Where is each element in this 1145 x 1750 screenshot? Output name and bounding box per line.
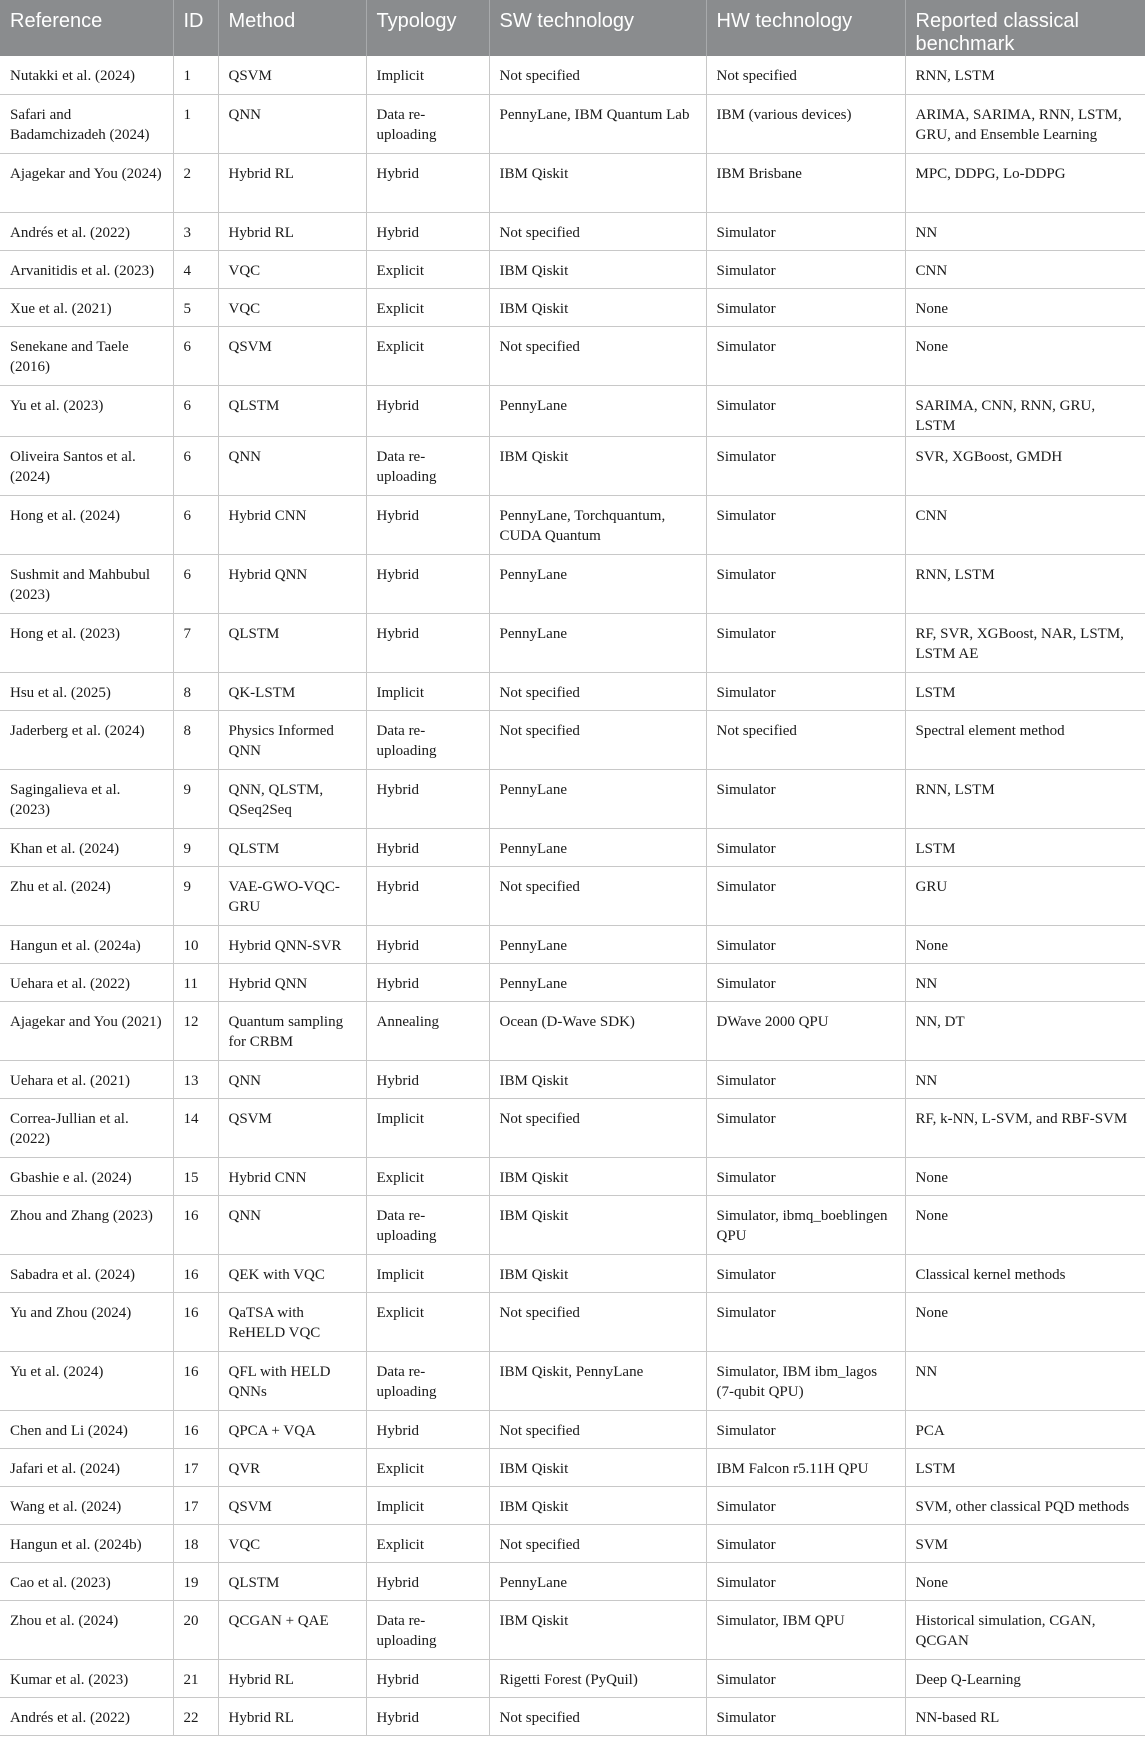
cell-method: VQC xyxy=(218,250,366,288)
cell-typology: Hybrid xyxy=(366,963,489,1001)
cell-sw-technology: Not specified xyxy=(489,866,706,925)
cell-classical-benchmark: SARIMA, CNN, RNN, GRU, LSTM xyxy=(905,385,1145,436)
table-row xyxy=(0,385,1145,436)
cell-typology: Hybrid xyxy=(366,769,489,828)
cell-classical-benchmark: None xyxy=(905,1562,1145,1600)
cell-typology: Data re-uploading xyxy=(366,710,489,769)
cell-sw-technology: PennyLane xyxy=(489,769,706,828)
cell-classical-benchmark: Deep Q-Learning xyxy=(905,1659,1145,1697)
cell-sw-technology: Not specified xyxy=(489,1524,706,1562)
cell-reference: Cao et al. (2023) xyxy=(0,1562,173,1600)
cell-typology: Data re-uploading xyxy=(366,1600,489,1659)
cell-reference: Ajagekar and You (2024) xyxy=(0,153,173,212)
cell-sw-technology: Not specified xyxy=(489,1697,706,1735)
cell-sw-technology: IBM Qiskit xyxy=(489,436,706,495)
cell-sw-technology: IBM Qiskit xyxy=(489,1600,706,1659)
cell-method: Hybrid QNN-SVR xyxy=(218,925,366,963)
cell-typology: Implicit xyxy=(366,672,489,710)
cell-reference: Uehara et al. (2021) xyxy=(0,1060,173,1098)
cell-typology: Hybrid xyxy=(366,828,489,866)
cell-id: 7 xyxy=(173,613,218,672)
cell-classical-benchmark: SVM xyxy=(905,1524,1145,1562)
cell-classical-benchmark: None xyxy=(905,1292,1145,1351)
cell-id: 12 xyxy=(173,1001,218,1060)
cell-classical-benchmark: RNN, LSTM xyxy=(905,554,1145,613)
cell-method: QNN xyxy=(218,94,366,153)
cell-method: Hybrid RL xyxy=(218,212,366,250)
cell-reference: Chen and Li (2024) xyxy=(0,1410,173,1448)
cell-reference: Arvanitidis et al. (2023) xyxy=(0,250,173,288)
cell-hw-technology: Simulator xyxy=(706,1254,905,1292)
cell-method: QEK with VQC xyxy=(218,1254,366,1292)
cell-typology: Hybrid xyxy=(366,925,489,963)
cell-typology: Explicit xyxy=(366,250,489,288)
cell-typology: Data re-uploading xyxy=(366,94,489,153)
cell-hw-technology: Simulator xyxy=(706,1524,905,1562)
cell-id: 13 xyxy=(173,1060,218,1098)
cell-method: QSVM xyxy=(218,1098,366,1157)
cell-reference: Yu and Zhou (2024) xyxy=(0,1292,173,1351)
cell-method: VQC xyxy=(218,288,366,326)
cell-classical-benchmark: ARIMA, SARIMA, RNN, LSTM, GRU, and Ensemble Learning xyxy=(905,94,1145,153)
cell-classical-benchmark: LSTM xyxy=(905,672,1145,710)
cell-reference: Hong et al. (2024) xyxy=(0,495,173,554)
cell-hw-technology: Simulator xyxy=(706,212,905,250)
cell-method: QaTSA with ReHELD VQC xyxy=(218,1292,366,1351)
table-row xyxy=(0,1410,1145,1448)
cell-classical-benchmark: RF, SVR, XGBoost, NAR, LSTM, LSTM AE xyxy=(905,613,1145,672)
table-row xyxy=(0,1697,1145,1735)
table-row xyxy=(0,925,1145,963)
table-row xyxy=(0,613,1145,672)
cell-id: 8 xyxy=(173,710,218,769)
cell-reference: Sagingalieva et al. (2023) xyxy=(0,769,173,828)
table-row xyxy=(0,1524,1145,1562)
cell-reference: Andrés et al. (2022) xyxy=(0,212,173,250)
cell-reference: Nutakki et al. (2024) xyxy=(0,56,173,94)
cell-typology: Implicit xyxy=(366,56,489,94)
cell-method: QNN xyxy=(218,1060,366,1098)
table-row xyxy=(0,1157,1145,1195)
table-row xyxy=(0,56,1145,94)
cell-classical-benchmark: NN, DT xyxy=(905,1001,1145,1060)
cell-sw-technology: Not specified xyxy=(489,1098,706,1157)
cell-reference: Andrés et al. (2022) xyxy=(0,1697,173,1735)
cell-reference: Yu et al. (2023) xyxy=(0,385,173,436)
cell-hw-technology: Simulator xyxy=(706,554,905,613)
cell-sw-technology: PennyLane, IBM Quantum Lab xyxy=(489,94,706,153)
cell-method: QK-LSTM xyxy=(218,672,366,710)
cell-hw-technology: Simulator xyxy=(706,769,905,828)
cell-classical-benchmark: RF, k-NN, L-SVM, and RBF-SVM xyxy=(905,1098,1145,1157)
cell-hw-technology: Simulator xyxy=(706,1562,905,1600)
cell-method: QNN, QLSTM, QSeq2Seq xyxy=(218,769,366,828)
cell-sw-technology: PennyLane xyxy=(489,613,706,672)
cell-reference: Zhou and Zhang (2023) xyxy=(0,1195,173,1254)
cell-id: 2 xyxy=(173,153,218,212)
cell-method: Hybrid QNN xyxy=(218,963,366,1001)
table-row xyxy=(0,672,1145,710)
cell-classical-benchmark: NN xyxy=(905,1060,1145,1098)
cell-typology: Hybrid xyxy=(366,1659,489,1697)
cell-classical-benchmark: MPC, DDPG, Lo-DDPG xyxy=(905,153,1145,212)
cell-hw-technology: Simulator xyxy=(706,1486,905,1524)
cell-typology: Data re-uploading xyxy=(366,436,489,495)
cell-classical-benchmark: RNN, LSTM xyxy=(905,56,1145,94)
cell-reference: Wang et al. (2024) xyxy=(0,1486,173,1524)
cell-method: QFL with HELD QNNs xyxy=(218,1351,366,1410)
cell-hw-technology: Simulator, ibmq_boeblingen QPU xyxy=(706,1195,905,1254)
cell-typology: Hybrid xyxy=(366,554,489,613)
cell-sw-technology: IBM Qiskit xyxy=(489,153,706,212)
cell-typology: Hybrid xyxy=(366,866,489,925)
cell-id: 20 xyxy=(173,1600,218,1659)
cell-classical-benchmark: SVR, XGBoost, GMDH xyxy=(905,436,1145,495)
cell-hw-technology: Simulator xyxy=(706,866,905,925)
cell-id: 15 xyxy=(173,1157,218,1195)
cell-sw-technology: IBM Qiskit xyxy=(489,1157,706,1195)
cell-id: 16 xyxy=(173,1292,218,1351)
cell-hw-technology: Simulator xyxy=(706,925,905,963)
cell-method: QVR xyxy=(218,1448,366,1486)
header-row xyxy=(0,0,1145,56)
cell-classical-benchmark: None xyxy=(905,288,1145,326)
cell-reference: Hsu et al. (2025) xyxy=(0,672,173,710)
cell-typology: Hybrid xyxy=(366,385,489,436)
cell-typology: Explicit xyxy=(366,288,489,326)
cell-hw-technology: Simulator xyxy=(706,828,905,866)
cell-id: 22 xyxy=(173,1697,218,1735)
table-row xyxy=(0,1195,1145,1254)
cell-method: Hybrid RL xyxy=(218,1659,366,1697)
cell-hw-technology: Simulator xyxy=(706,1060,905,1098)
cell-classical-benchmark: GRU xyxy=(905,866,1145,925)
cell-id: 9 xyxy=(173,866,218,925)
header-sw-technology: SW technology xyxy=(489,0,706,56)
cell-id: 6 xyxy=(173,495,218,554)
cell-reference: Hong et al. (2023) xyxy=(0,613,173,672)
cell-method: QPCA + VQA xyxy=(218,1410,366,1448)
cell-typology: Data re-uploading xyxy=(366,1351,489,1410)
table-row xyxy=(0,1292,1145,1351)
cell-method: QLSTM xyxy=(218,385,366,436)
cell-hw-technology: Simulator xyxy=(706,1157,905,1195)
cell-classical-benchmark: CNN xyxy=(905,495,1145,554)
cell-typology: Implicit xyxy=(366,1486,489,1524)
table-row xyxy=(0,769,1145,828)
cell-sw-technology: PennyLane xyxy=(489,1562,706,1600)
cell-id: 1 xyxy=(173,56,218,94)
cell-reference: Hangun et al. (2024a) xyxy=(0,925,173,963)
cell-classical-benchmark: PCA xyxy=(905,1410,1145,1448)
cell-hw-technology: IBM (various devices) xyxy=(706,94,905,153)
cell-id: 10 xyxy=(173,925,218,963)
table-row xyxy=(0,1098,1145,1157)
cell-method: VAE-GWO-VQC-GRU xyxy=(218,866,366,925)
cell-sw-technology: PennyLane xyxy=(489,925,706,963)
cell-id: 18 xyxy=(173,1524,218,1562)
cell-sw-technology: Not specified xyxy=(489,710,706,769)
cell-reference: Senekane and Taele (2016) xyxy=(0,326,173,385)
table-row xyxy=(0,94,1145,153)
cell-id: 8 xyxy=(173,672,218,710)
cell-typology: Hybrid xyxy=(366,153,489,212)
cell-sw-technology: IBM Qiskit xyxy=(489,1254,706,1292)
cell-method: Hybrid QNN xyxy=(218,554,366,613)
table-row xyxy=(0,212,1145,250)
table-row xyxy=(0,250,1145,288)
cell-sw-technology: Not specified xyxy=(489,672,706,710)
table-row xyxy=(0,153,1145,212)
cell-hw-technology: Simulator xyxy=(706,326,905,385)
cell-method: Hybrid RL xyxy=(218,1697,366,1735)
cell-reference: Ajagekar and You (2021) xyxy=(0,1001,173,1060)
cell-method: QSVM xyxy=(218,326,366,385)
cell-id: 6 xyxy=(173,436,218,495)
cell-method: Hybrid RL xyxy=(218,153,366,212)
cell-classical-benchmark: NN xyxy=(905,963,1145,1001)
cell-id: 6 xyxy=(173,326,218,385)
cell-method: QNN xyxy=(218,436,366,495)
cell-method: QCGAN + QAE xyxy=(218,1600,366,1659)
header-id: ID xyxy=(173,0,218,56)
table-row xyxy=(0,1562,1145,1600)
cell-sw-technology: Ocean (D-Wave SDK) xyxy=(489,1001,706,1060)
cell-id: 3 xyxy=(173,212,218,250)
table-row xyxy=(0,288,1145,326)
cell-typology: Explicit xyxy=(366,1292,489,1351)
header-hw-technology: HW technology xyxy=(706,0,905,56)
cell-classical-benchmark: NN-based RL xyxy=(905,1697,1145,1735)
cell-sw-technology: IBM Qiskit xyxy=(489,1486,706,1524)
table-row xyxy=(0,495,1145,554)
cell-typology: Hybrid xyxy=(366,212,489,250)
cell-reference: Sushmit and Mahbubul (2023) xyxy=(0,554,173,613)
table-row xyxy=(0,436,1145,495)
cell-hw-technology: Simulator xyxy=(706,1410,905,1448)
cell-reference: Zhou et al. (2024) xyxy=(0,1600,173,1659)
cell-method: Hybrid CNN xyxy=(218,1157,366,1195)
table-body xyxy=(0,56,1145,1735)
cell-sw-technology: IBM Qiskit xyxy=(489,250,706,288)
cell-typology: Hybrid xyxy=(366,613,489,672)
table-row xyxy=(0,326,1145,385)
table-row xyxy=(0,1060,1145,1098)
header-reference: Reference xyxy=(0,0,173,56)
cell-typology: Hybrid xyxy=(366,1562,489,1600)
table-row xyxy=(0,828,1145,866)
header-classical-benchmark: Reported classical benchmark xyxy=(905,0,1145,56)
cell-sw-technology: Not specified xyxy=(489,1410,706,1448)
cell-id: 5 xyxy=(173,288,218,326)
cell-method: QSVM xyxy=(218,1486,366,1524)
cell-classical-benchmark: SVM, other classical PQD methods xyxy=(905,1486,1145,1524)
cell-id: 9 xyxy=(173,828,218,866)
cell-classical-benchmark: Classical kernel methods xyxy=(905,1254,1145,1292)
cell-method: Hybrid CNN xyxy=(218,495,366,554)
cell-classical-benchmark: None xyxy=(905,1195,1145,1254)
cell-method: Physics Informed QNN xyxy=(218,710,366,769)
cell-reference: Xue et al. (2021) xyxy=(0,288,173,326)
cell-id: 21 xyxy=(173,1659,218,1697)
cell-reference: Sabadra et al. (2024) xyxy=(0,1254,173,1292)
cell-sw-technology: Rigetti Forest (PyQuil) xyxy=(489,1659,706,1697)
cell-method: QNN xyxy=(218,1195,366,1254)
cell-hw-technology: Simulator xyxy=(706,672,905,710)
cell-classical-benchmark: LSTM xyxy=(905,828,1145,866)
cell-classical-benchmark: NN xyxy=(905,1351,1145,1410)
table-row xyxy=(0,1254,1145,1292)
table-row xyxy=(0,554,1145,613)
cell-reference: Yu et al. (2024) xyxy=(0,1351,173,1410)
cell-reference: Khan et al. (2024) xyxy=(0,828,173,866)
cell-hw-technology: DWave 2000 QPU xyxy=(706,1001,905,1060)
cell-sw-technology: Not specified xyxy=(489,212,706,250)
cell-reference: Safari and Badamchizadeh (2024) xyxy=(0,94,173,153)
cell-typology: Implicit xyxy=(366,1098,489,1157)
cell-sw-technology: IBM Qiskit xyxy=(489,1195,706,1254)
cell-hw-technology: Simulator, IBM QPU xyxy=(706,1600,905,1659)
cell-hw-technology: Simulator xyxy=(706,963,905,1001)
cell-sw-technology: IBM Qiskit xyxy=(489,1448,706,1486)
cell-method: QLSTM xyxy=(218,828,366,866)
table-row xyxy=(0,1659,1145,1697)
cell-id: 11 xyxy=(173,963,218,1001)
cell-classical-benchmark: None xyxy=(905,1157,1145,1195)
cell-sw-technology: Not specified xyxy=(489,56,706,94)
cell-id: 16 xyxy=(173,1351,218,1410)
cell-method: QLSTM xyxy=(218,613,366,672)
cell-hw-technology: Simulator xyxy=(706,436,905,495)
cell-classical-benchmark: None xyxy=(905,925,1145,963)
cell-typology: Data re-uploading xyxy=(366,1195,489,1254)
cell-typology: Hybrid xyxy=(366,1060,489,1098)
cell-id: 4 xyxy=(173,250,218,288)
cell-hw-technology: Simulator xyxy=(706,495,905,554)
cell-hw-technology: Simulator xyxy=(706,288,905,326)
cell-classical-benchmark: None xyxy=(905,326,1145,385)
cell-hw-technology: Simulator xyxy=(706,613,905,672)
cell-typology: Hybrid xyxy=(366,495,489,554)
cell-sw-technology: PennyLane xyxy=(489,385,706,436)
cell-typology: Hybrid xyxy=(366,1410,489,1448)
cell-typology: Explicit xyxy=(366,1524,489,1562)
table-row xyxy=(0,1448,1145,1486)
cell-sw-technology: PennyLane xyxy=(489,828,706,866)
cell-typology: Hybrid xyxy=(366,1697,489,1735)
cell-hw-technology: Simulator xyxy=(706,1292,905,1351)
cell-hw-technology: Simulator, IBM ibm_lagos (7-qubit QPU) xyxy=(706,1351,905,1410)
cell-sw-technology: IBM Qiskit xyxy=(489,288,706,326)
cell-id: 9 xyxy=(173,769,218,828)
cell-id: 19 xyxy=(173,1562,218,1600)
cell-reference: Jaderberg et al. (2024) xyxy=(0,710,173,769)
cell-sw-technology: PennyLane, Torchquantum, CUDA Quantum xyxy=(489,495,706,554)
cell-sw-technology: IBM Qiskit, PennyLane xyxy=(489,1351,706,1410)
table-row xyxy=(0,1486,1145,1524)
cell-typology: Explicit xyxy=(366,1448,489,1486)
table-row xyxy=(0,1351,1145,1410)
header-method: Method xyxy=(218,0,366,56)
cell-reference: Uehara et al. (2022) xyxy=(0,963,173,1001)
cell-hw-technology: IBM Falcon r5.11H QPU xyxy=(706,1448,905,1486)
cell-classical-benchmark: NN xyxy=(905,212,1145,250)
cell-reference: Kumar et al. (2023) xyxy=(0,1659,173,1697)
cell-sw-technology: IBM Qiskit xyxy=(489,1060,706,1098)
cell-sw-technology: PennyLane xyxy=(489,963,706,1001)
cell-typology: Annealing xyxy=(366,1001,489,1060)
cell-reference: Gbashie e al. (2024) xyxy=(0,1157,173,1195)
cell-sw-technology: Not specified xyxy=(489,326,706,385)
cell-hw-technology: Simulator xyxy=(706,1098,905,1157)
cell-hw-technology: Simulator xyxy=(706,1659,905,1697)
table-row xyxy=(0,963,1145,1001)
cell-sw-technology: Not specified xyxy=(489,1292,706,1351)
cell-method: VQC xyxy=(218,1524,366,1562)
cell-typology: Explicit xyxy=(366,1157,489,1195)
cell-id: 16 xyxy=(173,1195,218,1254)
cell-classical-benchmark: LSTM xyxy=(905,1448,1145,1486)
cell-method: Quantum sampling for CRBM xyxy=(218,1001,366,1060)
cell-id: 17 xyxy=(173,1486,218,1524)
cell-id: 14 xyxy=(173,1098,218,1157)
header-typology: Typology xyxy=(366,0,489,56)
cell-classical-benchmark: Spectral element method xyxy=(905,710,1145,769)
cell-hw-technology: Simulator xyxy=(706,250,905,288)
cell-id: 17 xyxy=(173,1448,218,1486)
cell-typology: Explicit xyxy=(366,326,489,385)
cell-id: 16 xyxy=(173,1410,218,1448)
cell-classical-benchmark: RNN, LSTM xyxy=(905,769,1145,828)
cell-method: QSVM xyxy=(218,56,366,94)
cell-reference: Zhu et al. (2024) xyxy=(0,866,173,925)
table-row xyxy=(0,710,1145,769)
cell-reference: Hangun et al. (2024b) xyxy=(0,1524,173,1562)
table-row xyxy=(0,1001,1145,1060)
cell-id: 6 xyxy=(173,554,218,613)
cell-id: 1 xyxy=(173,94,218,153)
cell-method: QLSTM xyxy=(218,1562,366,1600)
cell-classical-benchmark: Historical simulation, CGAN, QCGAN xyxy=(905,1600,1145,1659)
table-row xyxy=(0,866,1145,925)
cell-hw-technology: IBM Brisbane xyxy=(706,153,905,212)
cell-hw-technology: Not specified xyxy=(706,56,905,94)
cell-typology: Implicit xyxy=(366,1254,489,1292)
cell-classical-benchmark: CNN xyxy=(905,250,1145,288)
cell-sw-technology: PennyLane xyxy=(489,554,706,613)
cell-reference: Oliveira Santos et al. (2024) xyxy=(0,436,173,495)
cell-hw-technology: Simulator xyxy=(706,1697,905,1735)
cell-id: 16 xyxy=(173,1254,218,1292)
table-row xyxy=(0,1600,1145,1659)
cell-id: 6 xyxy=(173,385,218,436)
cell-reference: Jafari et al. (2024) xyxy=(0,1448,173,1486)
cell-reference: Correa-Jullian et al. (2022) xyxy=(0,1098,173,1157)
cell-hw-technology: Simulator xyxy=(706,385,905,436)
cell-hw-technology: Not specified xyxy=(706,710,905,769)
